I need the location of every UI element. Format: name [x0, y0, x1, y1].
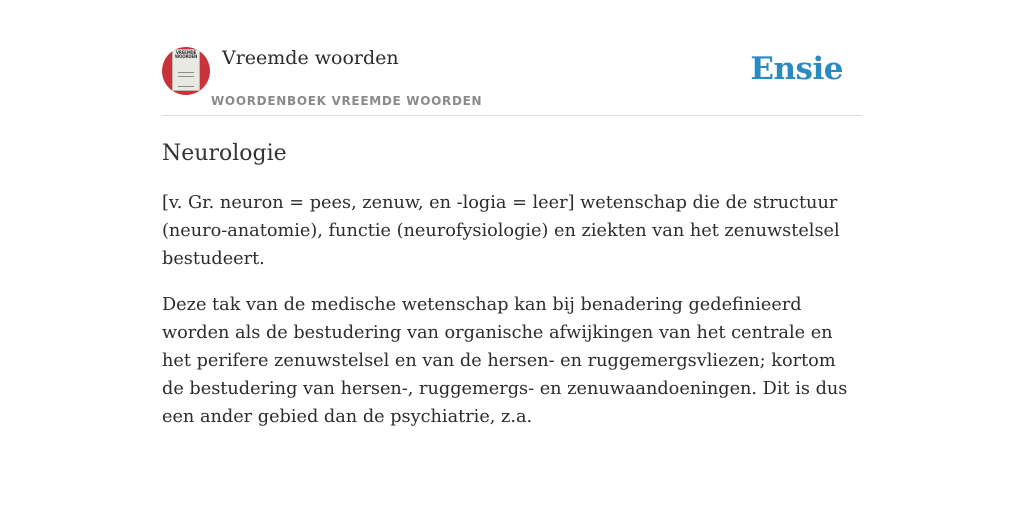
book-cover-line	[178, 72, 194, 73]
dictionary-subtitle: WOORDENBOEK VREEMDE WOORDEN	[211, 94, 483, 108]
dictionary-avatar[interactable]	[162, 47, 210, 95]
dictionary-book-cover-icon	[172, 49, 200, 91]
book-cover-line	[178, 76, 194, 77]
ensie-logo-link[interactable]: Ensie	[750, 51, 843, 87]
dictionary-header	[162, 44, 862, 116]
dictionary-name-link[interactable]: Vreemde woorden	[222, 47, 399, 69]
book-cover-line	[178, 86, 194, 87]
entry-content	[162, 139, 852, 449]
definition-paragraph: [v. Gr. neuron = pees, zenuw, en -logia = leer] wetenschap die de structuur (neuro-anatomie), functie (neurofysiologie) en ziekten van het zenuwstelsel bestudeert.	[162, 193, 840, 269]
avatar-book-title: VREEMDE WOORDEN	[174, 50, 198, 59]
entry-title: Neurologie	[162, 141, 287, 166]
definition-paragraph: Deze tak van de medische wetenschap kan bij benadering gedefinieerd worden als de bestudering van organische afwijkingen van het centrale en het perifere zenuwstelsel en van de hersen- en ruggemergsvliezen; kortom de bestudering van hersen-, ruggemergs- en zenuwaandoeningen. Dit is dus een ander gebied dan de psychiatrie, z.a.	[162, 295, 848, 427]
